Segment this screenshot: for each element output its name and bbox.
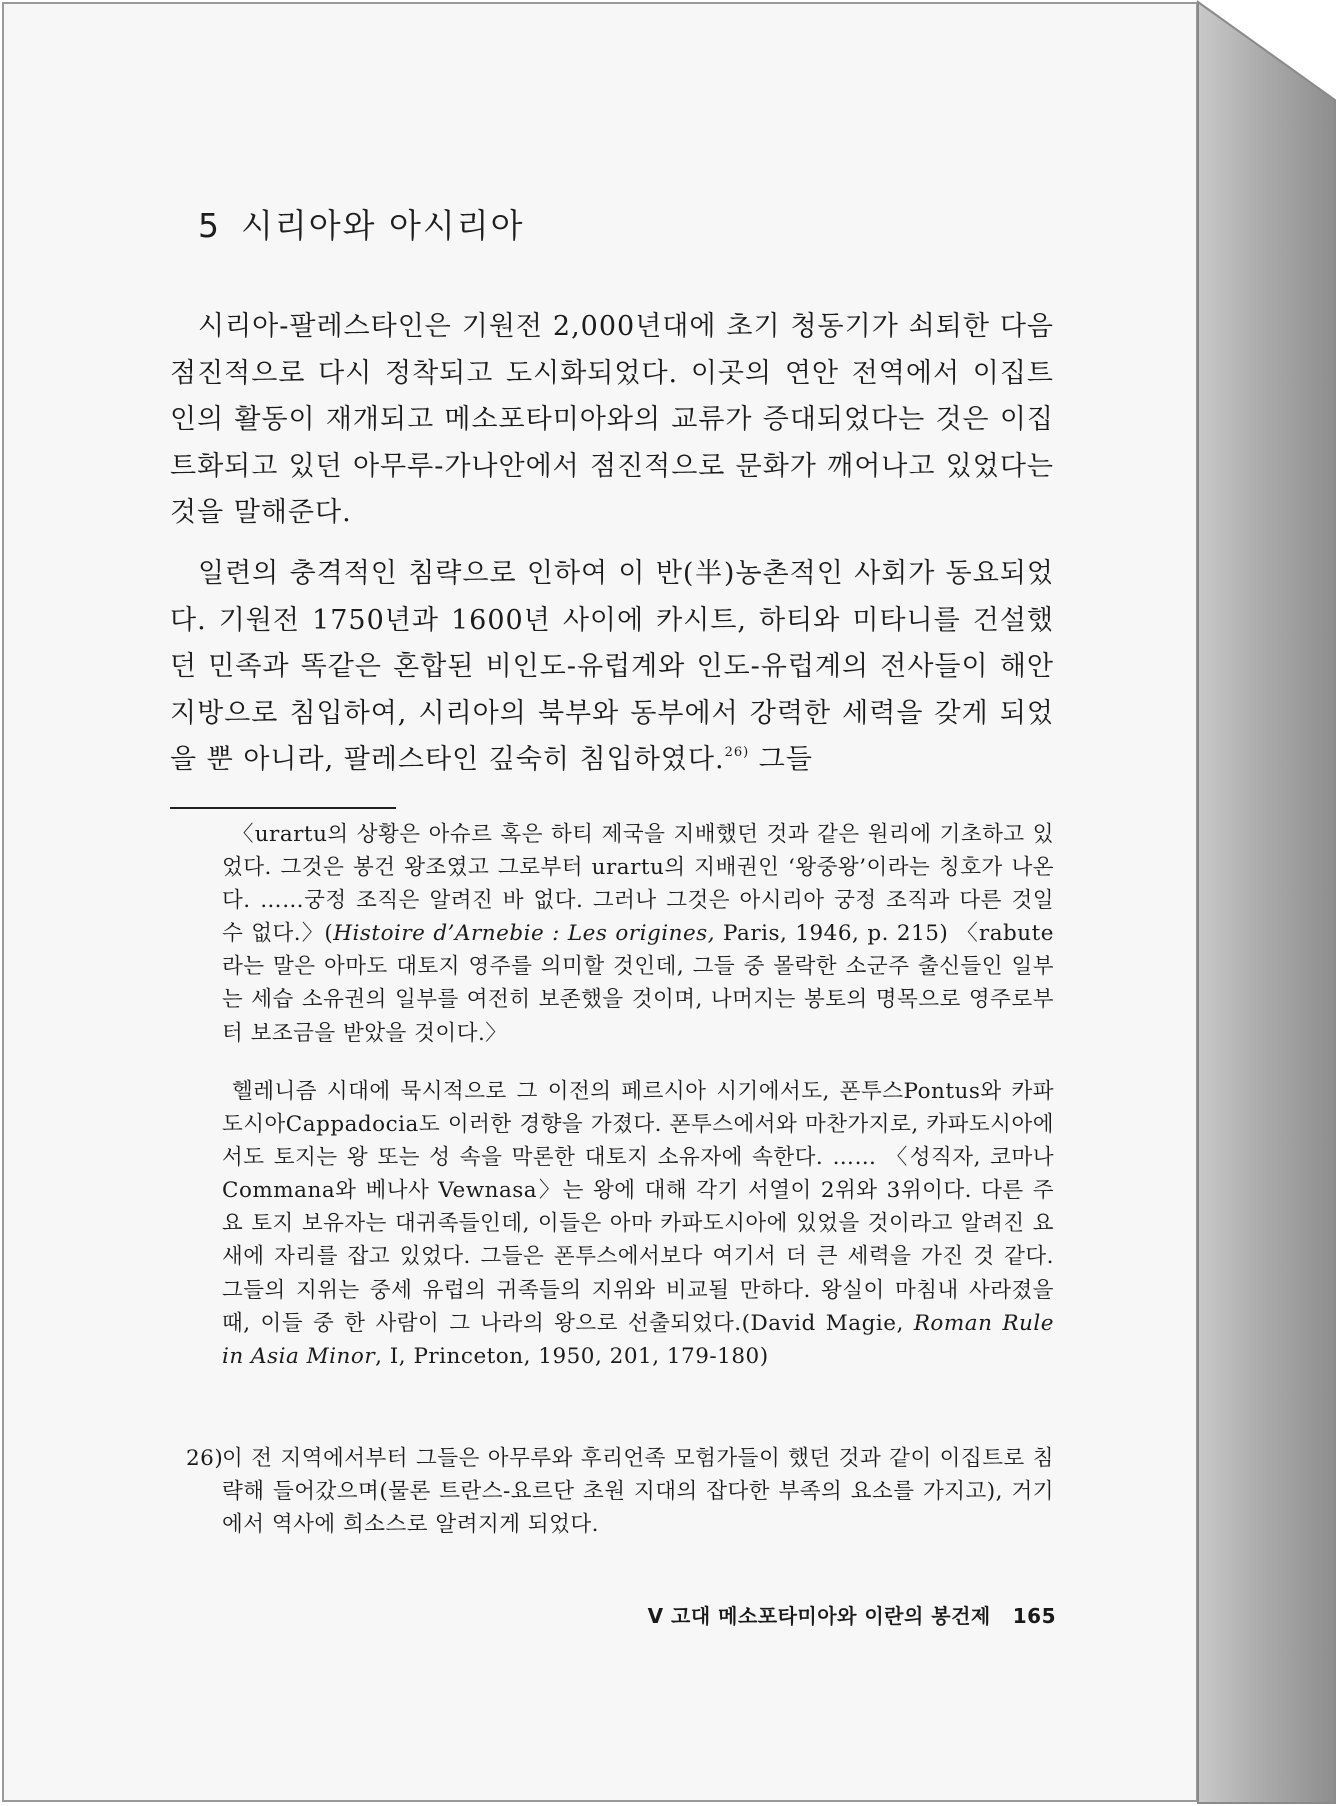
footnote-source-title: Roman Rule in Asia Minor xyxy=(222,1310,1054,1369)
body-paragraph: 시리아-팔레스타인은 기원전 2,000년대에 초기 청동기가 쇠퇴한 다음 점진적으로 다시 정착되고 도시화되었다. 이곳의 연안 전역에서 이집트인의 활동이 재개되고 메소포타미아와의 교류가 증대되었다는 것은 이집트화되고 있던 아무루-가나안에서 점진적으로 문화가 깨어나고 있었다는 것을 말해준다. xyxy=(170,311,1054,528)
footnote-26 xyxy=(186,1442,1054,1541)
footnote-divider xyxy=(170,807,396,809)
footnote-source-details: , Ⅰ, Princeton, 1950, 201, 179-180) xyxy=(375,1343,769,1369)
footnote-reference[interactable]: 26) xyxy=(724,745,750,760)
section-title xyxy=(198,200,525,247)
body-paragraph xyxy=(170,551,1054,784)
footnote-number: 26) xyxy=(186,1446,224,1471)
body-paragraph-continuation: 그들 xyxy=(749,744,813,775)
page-number: 165 xyxy=(1012,1604,1056,1628)
footnote-quote xyxy=(222,818,1054,1050)
footnote-text: 이 전 지역에서부터 그들은 아무루와 후리언족 모험가들이 했던 것과 같이 이집트로 침략해 들어갔으며(물론 트란스-요르단 초원 지대의 잡다한 부족의 요소를 가지고), 거기에서 역사에 희소스로 알려지게 되었다. xyxy=(222,1446,1054,1538)
section-title-text: 시리아와 아시리아 xyxy=(241,206,525,245)
footnote-quote-text: Paris, 1946, p. 215) 〈rabute라는 말은 아마도 대토지 영주를 의미할 것인데, 그들 중 몰락한 소군주 출신들인 일부는 세습 소유권의 일부를 여전히 보존했을 것이며, 나머지는 봉토의 명목으로 영주로부터 보조금을 받았을 것이다.〉 xyxy=(222,921,1054,1046)
footnote-quote xyxy=(222,1075,1054,1373)
footnote-quote-text: 〈urartu의 상황은 아슈르 혹은 하티 제국을 지배했던 것과 같은 원리에 기초하고 있었다. 그것은 봉건 왕조였고 그로부터 urartu의 지배권인 ‘왕중왕’이라는 칭호가 나온다. ……궁정 조직은 알려진 바 없다. 그러나 그것은 아시리아 궁정 조직과 다른 것일 수 없다.〉( xyxy=(222,822,1054,947)
section-number: 5 xyxy=(198,206,221,245)
running-footer xyxy=(578,1600,1056,1629)
body-paragraph-text: 일련의 충격적인 침략으로 인하여 이 반(半)농촌적인 사회가 동요되었다. 기원전 1750년과 1600년 사이에 카시트, 하티와 미타니를 건설했던 민족과 똑같은 혼합된 비인도-유럽계와 인도-유럽계의 전사들이 해안 지방으로 침입하여, 시리아의 북부와 동부에서 강력한 세력을 갖게 되었을 뿐 아니라, 팔레스타인 깊숙히 침입하였다. xyxy=(170,558,1054,775)
footnote-quote-text: 헬레니즘 시대에 묵시적으로 그 이전의 페르시아 시기에서도, 폰투스Pontus와 카파도시아Cappadocia도 이러한 경향을 가졌다. 폰투스에서와 마찬가지로, 카파도시아에서도 토지는 왕 또는 성 속을 막론한 대토지 소유자에 속한다. …… 〈성직자, 코마나Commana와 베나사 Vewnasa〉는 왕에 대해 각기 서열이 2위와 3위이다. 다른 주요 토지 보유자는 대귀족들인데, 이들은 아마 카파도시아에 있었을 것이라고 알려진 요새에 자리를 잡고 있었다. 그들은 폰투스에서보다 여기서 더 큰 세력을 가진 것 같다. 그들의 지위는 중세 유럽의 귀족들의 지위와 비교될 만하다. 왕실이 마침내 사라졌을 때, 이들 중 한 사람이 그 나라의 왕으로 선출되었다.(David Magie, xyxy=(222,1079,1054,1336)
footnote-source-title: Histoire d’Arnebie : Les origines, xyxy=(333,921,716,947)
running-footer-title: Ⅴ 고대 메소포타미아와 이란의 봉건제 xyxy=(647,1604,991,1628)
